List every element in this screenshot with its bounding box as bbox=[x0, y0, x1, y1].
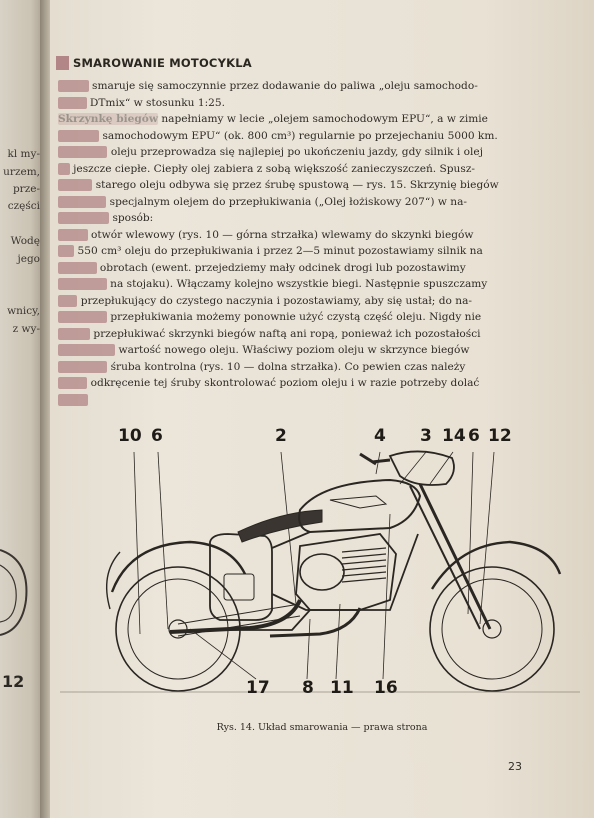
worn-text bbox=[58, 377, 87, 389]
left-page-edge bbox=[0, 0, 44, 818]
text-span: śruba kontrolna (rys. 10 — dolna strzałka). Co pewien czas należy bbox=[110, 360, 466, 373]
text-span: przepłukiwać skrzynki biegów naftą ani ropą, ponieważ ich pozostałości bbox=[93, 327, 481, 340]
text-span: sposób: bbox=[112, 212, 154, 224]
callout-label: 12 bbox=[488, 426, 512, 446]
text-line bbox=[58, 177, 574, 194]
text-span: odkręcenie tej śruby skontrolować poziom oleju i w razie potrzeby dolać bbox=[90, 377, 480, 389]
worn-text bbox=[58, 229, 88, 241]
worn-text bbox=[58, 295, 77, 307]
text-span: otwór wlewowy (rys. 10 — górna strzałka) wlewamy do skzynki biegów bbox=[91, 228, 474, 241]
worn-text: Skrzynkę biegów bbox=[58, 113, 158, 125]
text-span: smaruje się samoczynnie przez dodawanie do paliwa „oleju samochodo- bbox=[92, 80, 478, 92]
text-line bbox=[58, 243, 574, 260]
figure-caption: Rys. 14. Układ smarowania — prawa strona bbox=[216, 722, 428, 733]
text-span: przepłukiwania możemy ponownie użyć czystą część oleju. Nigdy nie bbox=[110, 311, 482, 323]
worn-text bbox=[58, 361, 107, 373]
book-page bbox=[50, 0, 594, 818]
text-span: przepłukujący do czystego naczynia i pozostawiamy, aby się ustał; do na- bbox=[80, 294, 472, 307]
text-span: jeszcze ciepłe. Ciepły olej zabiera z sobą większość zanieczyszczeń. Spusz- bbox=[73, 162, 475, 175]
worn-text bbox=[58, 245, 74, 257]
callout-label: 2 bbox=[275, 426, 287, 446]
text-span: oleju przeprowadza się najlepiej po ukończeniu jazdy, gdy silnik i olej bbox=[110, 146, 483, 158]
worn-text bbox=[58, 179, 92, 191]
text-line bbox=[58, 293, 574, 310]
section-heading bbox=[56, 56, 252, 70]
left-page-fragment: części bbox=[7, 200, 40, 212]
worn-text bbox=[58, 80, 89, 92]
text-span: samochodowym EPU“ (ok. 800 cm³) regularnie po przejechaniu 5000 km. bbox=[102, 129, 498, 142]
left-page-fragment: Wodę bbox=[10, 235, 40, 247]
text-span: starego oleju odbywa się przez śrubę spustową — rys. 15. Skrzynię biegów bbox=[95, 179, 499, 191]
worn-text bbox=[58, 311, 107, 323]
text-line bbox=[58, 210, 574, 227]
text-line bbox=[58, 326, 574, 343]
text-line bbox=[58, 342, 574, 359]
left-page-fragment: z wy- bbox=[12, 323, 40, 335]
callout-label: 6 bbox=[468, 426, 480, 446]
text-line bbox=[58, 78, 574, 95]
left-page-fragment: urzem, bbox=[3, 166, 40, 178]
text-span: napełniamy w lecie „olejem samochodowym EPU“, a w zimie bbox=[161, 113, 488, 125]
section-number: 2. bbox=[56, 56, 69, 70]
worn-text bbox=[58, 328, 90, 340]
left-page-fragment: jego bbox=[17, 253, 40, 265]
left-page-fragment: wnicy, bbox=[7, 305, 40, 317]
callout-label: 6 bbox=[151, 426, 163, 446]
text-line bbox=[58, 111, 574, 128]
page-number: 23 bbox=[508, 760, 522, 773]
text-line bbox=[58, 161, 574, 178]
worn-text bbox=[58, 146, 107, 158]
text-line bbox=[58, 128, 574, 145]
text-line bbox=[58, 375, 574, 392]
callout-label: 11 bbox=[330, 678, 354, 698]
callout-label: 14 bbox=[442, 426, 466, 446]
callout-label: 3 bbox=[420, 426, 432, 446]
motorcycle-figure bbox=[60, 424, 580, 724]
callout-label: 8 bbox=[302, 678, 314, 698]
text-line bbox=[58, 227, 574, 244]
section-title: SMAROWANIE MOTOCYKLA bbox=[73, 56, 252, 70]
worn-text bbox=[58, 262, 97, 274]
text-line bbox=[58, 392, 574, 409]
callout-label: 10 bbox=[118, 426, 142, 446]
worn-text bbox=[58, 196, 106, 208]
text-line bbox=[58, 276, 574, 293]
worn-text bbox=[58, 394, 88, 406]
left-page-wheel-fragment bbox=[0, 530, 44, 650]
text-span: na stojaku). Włączamy kolejno wszystkie biegi. Następnie spuszczamy bbox=[110, 278, 488, 290]
body-text bbox=[58, 78, 574, 408]
text-span: DTmix“ w stosunku 1:25. bbox=[89, 96, 225, 109]
callout-label: 4 bbox=[374, 426, 386, 446]
text-line bbox=[58, 359, 574, 376]
worn-text bbox=[58, 130, 99, 142]
worn-text bbox=[58, 278, 107, 290]
worn-text bbox=[58, 163, 70, 175]
left-figure-number: 12 bbox=[2, 672, 25, 691]
text-line bbox=[58, 144, 574, 161]
text-span: 550 cm³ oleju do przepłukiwania i przez 2—5 minut pozostawiamy silnik na bbox=[77, 245, 483, 257]
worn-text bbox=[58, 344, 115, 356]
text-span: wartość nowego oleju. Właściwy poziom oleju w skrzynce biegów bbox=[118, 344, 470, 356]
motorcycle-drawing bbox=[60, 424, 580, 724]
text-line bbox=[58, 260, 574, 277]
left-page-fragment: kl my- bbox=[7, 148, 40, 160]
callout-label: 17 bbox=[246, 678, 270, 698]
text-span: specjalnym olejem do przepłukiwania („Olej łożiskowy 207“) w na- bbox=[109, 195, 467, 208]
text-line bbox=[58, 309, 574, 326]
text-span: obrotach (ewent. przejedziemy mały odcinek drogi lub pozostawimy bbox=[99, 261, 466, 274]
left-page-fragment: prze- bbox=[12, 183, 40, 195]
text-line bbox=[58, 95, 574, 112]
text-line bbox=[58, 194, 574, 211]
worn-text bbox=[58, 97, 87, 109]
worn-text bbox=[58, 212, 109, 224]
callout-label: 16 bbox=[374, 678, 398, 698]
